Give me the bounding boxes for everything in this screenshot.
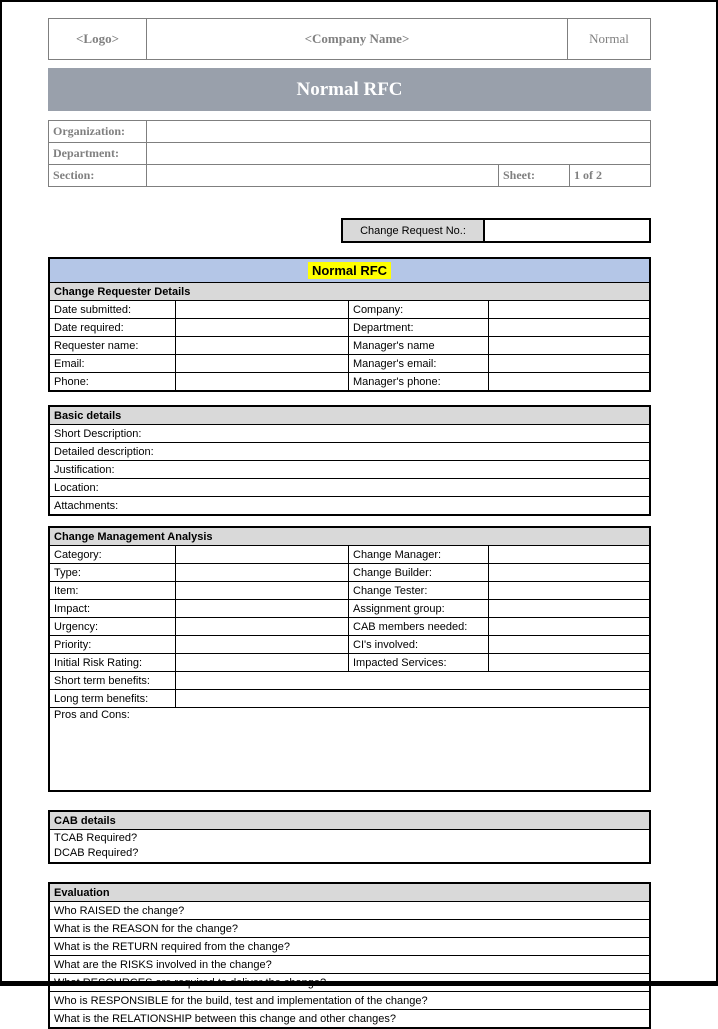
- input-cell[interactable]: [175, 301, 348, 318]
- basic-section-header: Basic details: [50, 407, 649, 424]
- input-cell[interactable]: [175, 672, 649, 689]
- input-cell[interactable]: [488, 301, 649, 318]
- input-cell[interactable]: [488, 337, 649, 354]
- analysis-section-header: Change Management Analysis: [50, 528, 649, 545]
- field-label: CI's involved:: [348, 636, 488, 653]
- field-label: Short term benefits:: [54, 674, 150, 687]
- table-row: [50, 460, 649, 478]
- table-row: [50, 563, 649, 581]
- basic-details-table: [48, 405, 651, 516]
- cab-question: DCAB Required?: [54, 847, 139, 859]
- input-cell[interactable]: [175, 546, 348, 563]
- field-label[interactable]: Justification:: [54, 463, 115, 476]
- input-cell[interactable]: [175, 319, 348, 336]
- department-row: [49, 142, 650, 164]
- field-label: Urgency:: [54, 620, 99, 633]
- cab-details-table: [48, 810, 651, 864]
- table-row: [50, 1009, 649, 1027]
- classification-label: Normal: [567, 19, 650, 59]
- form-title: Normal RFC: [308, 262, 391, 279]
- field-label: Type:: [54, 566, 81, 579]
- input-cell[interactable]: [488, 355, 649, 372]
- field-label: Email:: [54, 357, 85, 370]
- section-row: [49, 164, 650, 186]
- section-label: Section:: [53, 168, 95, 182]
- sheet-label: Sheet:: [498, 165, 569, 186]
- field-label: CAB members needed:: [348, 618, 488, 635]
- table-row: [50, 901, 649, 919]
- field-label: Company:: [348, 301, 488, 318]
- cab-section-header: CAB details: [50, 812, 649, 829]
- change-request-label: Change Request No.:: [343, 220, 485, 241]
- table-row: [50, 919, 649, 937]
- input-cell[interactable]: [175, 337, 348, 354]
- table-row: [50, 955, 649, 973]
- table-row: [50, 442, 649, 460]
- table-row: [50, 599, 649, 617]
- table-row: [50, 581, 649, 599]
- field-label: Date submitted:: [54, 303, 132, 316]
- field-label: Priority:: [54, 638, 92, 651]
- requester-details-table: [48, 257, 651, 392]
- table-row: [50, 937, 649, 955]
- cab-question: TCAB Required?: [54, 832, 138, 844]
- input-cell[interactable]: [488, 373, 649, 390]
- field-label: Change Builder:: [348, 564, 488, 581]
- evaluation-question[interactable]: What are the RISKS involved in the change?: [54, 958, 272, 971]
- header-table: [48, 18, 651, 60]
- department-field[interactable]: [146, 143, 650, 164]
- company-name: <Company Name>: [146, 19, 567, 59]
- field-label: Manager's phone:: [348, 373, 488, 390]
- evaluation-section-header: Evaluation: [50, 884, 649, 901]
- logo-placeholder: <Logo>: [76, 31, 119, 46]
- input-cell[interactable]: [175, 618, 348, 635]
- table-row: [50, 354, 649, 372]
- input-cell[interactable]: [488, 564, 649, 581]
- table-row: [50, 496, 649, 514]
- evaluation-question[interactable]: What is the REASON for the change?: [54, 922, 239, 935]
- table-row: [50, 617, 649, 635]
- doc-info-table: [48, 120, 651, 187]
- field-label: Manager's name: [348, 337, 488, 354]
- table-row: [50, 973, 649, 991]
- requester-section-header: Change Requester Details: [50, 282, 649, 300]
- field-label: Change Tester:: [348, 582, 488, 599]
- change-request-row: [48, 218, 651, 243]
- department-label: Department:: [53, 146, 119, 160]
- input-cell[interactable]: [175, 636, 348, 653]
- input-cell[interactable]: [175, 654, 348, 671]
- field-label: Impact:: [54, 602, 91, 615]
- field-label: Department:: [348, 319, 488, 336]
- input-cell[interactable]: [488, 319, 649, 336]
- section-field[interactable]: [146, 165, 498, 186]
- input-cell[interactable]: [175, 582, 348, 599]
- table-row: [50, 478, 649, 496]
- table-row: [50, 372, 649, 390]
- organization-row: [49, 121, 650, 142]
- change-management-analysis-table: [48, 526, 651, 792]
- field-label[interactable]: Location:: [54, 481, 99, 494]
- field-label: Category:: [54, 548, 102, 561]
- table-row: [50, 545, 649, 563]
- table-row: [50, 424, 649, 442]
- pros-cons-field[interactable]: Pros and Cons:: [50, 707, 649, 790]
- field-label: Change Manager:: [348, 546, 488, 563]
- change-request-field[interactable]: [485, 220, 649, 241]
- input-cell[interactable]: [175, 600, 348, 617]
- field-label[interactable]: Attachments:: [54, 499, 119, 512]
- banner-title: Normal RFC: [48, 68, 651, 111]
- form-title-bar: [50, 259, 649, 282]
- evaluation-question[interactable]: Who is RESPONSIBLE for the build, test and implementation of the change?: [54, 994, 428, 1007]
- evaluation-question[interactable]: What is the RELATIONSHIP between this change and other changes?: [54, 1012, 397, 1025]
- table-row: [50, 991, 649, 1009]
- input-cell[interactable]: [488, 618, 649, 635]
- field-label: Long term benefits:: [54, 692, 149, 705]
- change-request-box: [341, 218, 651, 243]
- field-label[interactable]: Detailed description:: [54, 445, 154, 458]
- table-row: [50, 300, 649, 318]
- cab-questions[interactable]: [50, 829, 649, 862]
- input-cell[interactable]: [488, 546, 649, 563]
- input-cell[interactable]: [488, 582, 649, 599]
- field-label: Item:: [54, 584, 79, 597]
- sheet-value: 1 of 2: [569, 165, 650, 186]
- table-row: [50, 689, 649, 707]
- field-label: Requester name:: [54, 339, 139, 352]
- evaluation-table: [48, 882, 651, 1029]
- field-label: Manager's email:: [348, 355, 488, 372]
- input-cell[interactable]: [488, 600, 649, 617]
- input-cell[interactable]: [488, 654, 649, 671]
- field-label: Initial Risk Rating:: [54, 656, 143, 669]
- table-row: [50, 336, 649, 354]
- table-row: [50, 635, 649, 653]
- table-row: [50, 318, 649, 336]
- evaluation-question[interactable]: Who RAISED the change?: [54, 904, 185, 917]
- input-cell[interactable]: [175, 373, 348, 390]
- organization-field[interactable]: [146, 121, 650, 142]
- evaluation-question[interactable]: What RESOURCES are required to deliver the change?: [54, 976, 327, 989]
- field-label: Assignment group:: [348, 600, 488, 617]
- input-cell[interactable]: [175, 355, 348, 372]
- input-cell[interactable]: [488, 636, 649, 653]
- input-cell[interactable]: [175, 690, 649, 707]
- input-cell[interactable]: [175, 564, 348, 581]
- evaluation-question[interactable]: What is the RETURN required from the change?: [54, 940, 290, 953]
- field-label[interactable]: Short Description:: [54, 427, 142, 440]
- field-label: Impacted Services:: [348, 654, 488, 671]
- field-label: Phone:: [54, 375, 89, 388]
- table-row: [50, 671, 649, 689]
- organization-label: Organization:: [53, 124, 125, 138]
- table-row: [50, 653, 649, 671]
- field-label: Date required:: [54, 321, 124, 334]
